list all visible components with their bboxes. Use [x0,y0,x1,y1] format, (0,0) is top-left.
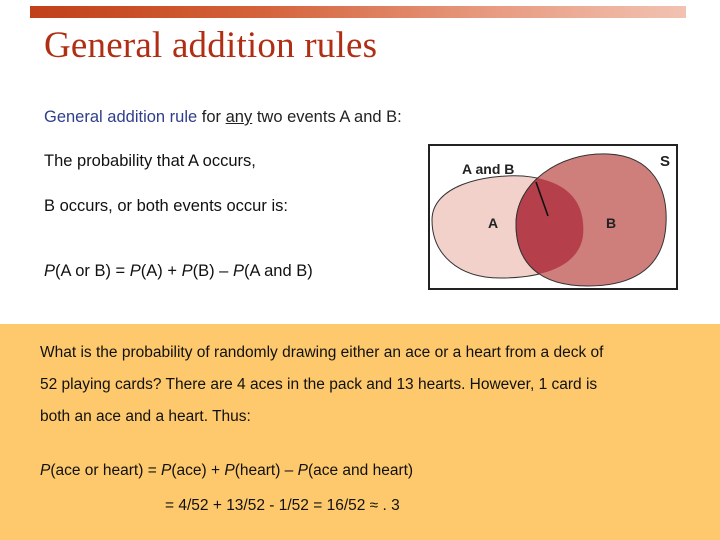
formula-part: (A and B) [243,262,313,280]
formula-part: (B) – [192,262,233,280]
example-calc-1 [40,462,413,480]
formula-p: P [44,262,56,280]
calc-part: (ace or heart) = [50,462,162,479]
rule-intro-text-end: two events A and B: [252,108,402,126]
label-s: S [660,153,671,170]
example-line-1: What is the probability of randomly drawing either an ace or a heart from a deck of [40,344,604,361]
calc-p: P [224,462,235,479]
calc-part: (heart) – [234,462,298,479]
formula-p: P [181,262,193,280]
formula-p: P [129,262,141,280]
statement-line-2: B occurs, or both events occur is: [44,197,288,215]
slide-title: General addition rules [44,25,378,66]
title-accent-bar [30,6,686,18]
rule-intro-text: for [197,108,226,126]
formula-part: (A or B) = [55,262,130,280]
example-line-3: both an ace and a heart. Thus: [40,408,251,425]
calc-p: P [40,462,51,479]
calc-part: (ace and heart) [307,462,414,479]
calc-p: P [297,462,308,479]
example-line-2: 52 playing cards? There are 4 aces in the pack and 13 hearts. However, 1 card is [40,376,598,393]
calc-p: P [161,462,172,479]
calc-part: (ace) + [171,462,225,479]
rule-intro [44,108,402,127]
rule-name: General addition rule [44,108,198,126]
label-a: A [488,215,499,231]
label-b: B [606,215,617,231]
label-a-and-b: A and B [462,161,515,177]
statement-line-1: The probability that A occurs, [44,152,256,170]
formula-p: P [232,262,244,280]
venn-diagram [428,144,678,290]
rule-intro-any: any [225,108,253,126]
addition-formula [44,262,313,281]
formula-part: (A) + [140,262,182,280]
example-calc-2: = 4/52 + 13/52 - 1/52 = 16/52 ≈ . 3 [165,497,400,514]
